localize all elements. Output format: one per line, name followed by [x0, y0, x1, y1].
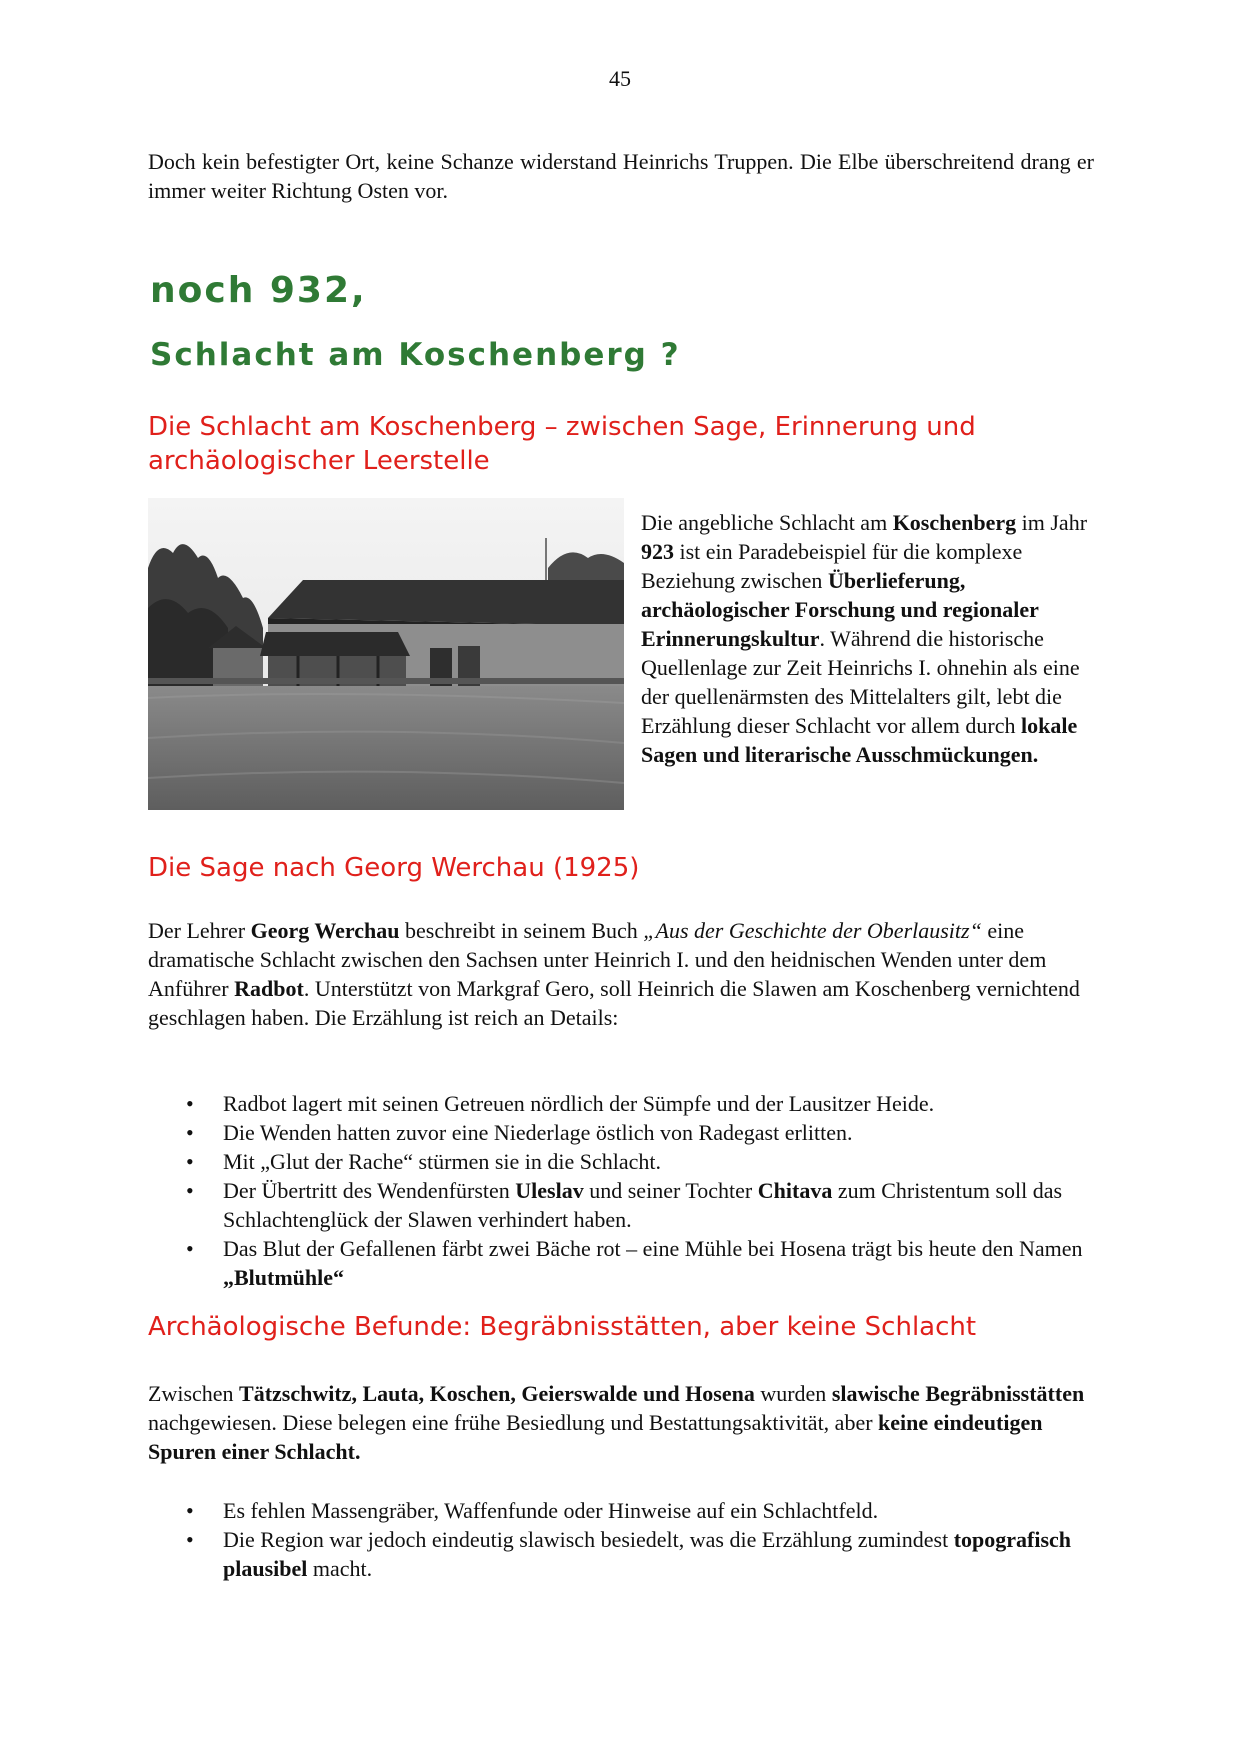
list-item: • Mit „Glut der Rache“ stürmen sie in die Schlacht.	[148, 1147, 1094, 1176]
section-heading-archaeology: Archäologische Befunde: Begräbnisstätten, aber keine Schlacht	[148, 1312, 977, 1342]
green-heading-battle: Schlacht am Koschenberg ?	[150, 337, 681, 373]
werchau-paragraph: Der Lehrer Georg Werchau beschreibt in seinem Buch „Aus der Geschichte der Oberlausitz“ eine dramatische Schlacht zwischen den Sachsen unter Heinrich I. und den heidnischen Wenden unter dem Anführer Radbot. Unterstützt von Markgraf Gero, soll Heinrich die Slawen am Koschenberg vernichtend geschlagen haben. Die Erzählung ist reich an Details:	[148, 918, 1080, 1030]
farm-building-photo	[148, 498, 624, 810]
list-item: • Es fehlen Massengräber, Waffenfunde oder Hinweise auf ein Schlachtfeld.	[148, 1496, 1094, 1525]
archaeology-paragraph: Zwischen Tätzschwitz, Lauta, Koschen, Geierswalde und Hosena wurden slawische Begräbnisstätten nachgewiesen. Diese belegen eine frühe Besiedlung und Bestattungsaktivität, aber keine eindeutigen Spuren einer Schlacht.	[148, 1381, 1085, 1464]
koschenberg-paragraph: Die angebliche Schlacht am Koschenberg im Jahr 923 ist ein Paradebeispiel für die komplexe Beziehung zwischen Überlieferung, archäologischer Forschung und regionaler Erinnerungskultur. Während die historische Quellenlage zur Zeit Heinrichs I. ohnehin als eine der quellenärmsten des Mittelalters gilt, lebt die Erzählung dieser Schlacht vor allem durch lokale Sagen und literarische Ausschmückungen.	[641, 510, 1088, 767]
list-item: • Das Blut der Gefallenen färbt zwei Bäche rot – eine Mühle bei Hosena trägt bis heute den Namen „Blutmühle“	[148, 1234, 1094, 1292]
section-heading-werchau: Die Sage nach Georg Werchau (1925)	[148, 853, 640, 883]
section-heading-koschenberg: Die Schlacht am Koschenberg – zwischen Sage, Erinnerung und archäologischer Leerstelle	[148, 412, 976, 476]
page-number: 45	[609, 66, 631, 91]
green-heading-year: noch 932,	[150, 270, 367, 311]
list-item: • Die Wenden hatten zuvor eine Niederlage östlich von Radegast erlitten.	[148, 1118, 1094, 1147]
list-item: • Radbot lagert mit seinen Getreuen nördlich der Sümpfe und der Lausitzer Heide.	[148, 1089, 1094, 1118]
archaeology-bullet-list	[148, 1496, 1094, 1583]
list-item: • Der Übertritt des Wendenfürsten Uleslav und seiner Tochter Chitava zum Christentum soll das Schlachtenglück der Slawen verhindert haben.	[148, 1176, 1094, 1234]
werchau-bullet-list	[148, 1089, 1094, 1292]
intro-paragraph: Doch kein befestigter Ort, keine Schanze widerstand Heinrichs Truppen. Die Elbe überschreitend drang er immer weiter Richtung Osten vor.	[148, 149, 1094, 203]
list-item: • Die Region war jedoch eindeutig slawisch besiedelt, was die Erzählung zumindest topografisch plausibel macht.	[148, 1525, 1094, 1583]
